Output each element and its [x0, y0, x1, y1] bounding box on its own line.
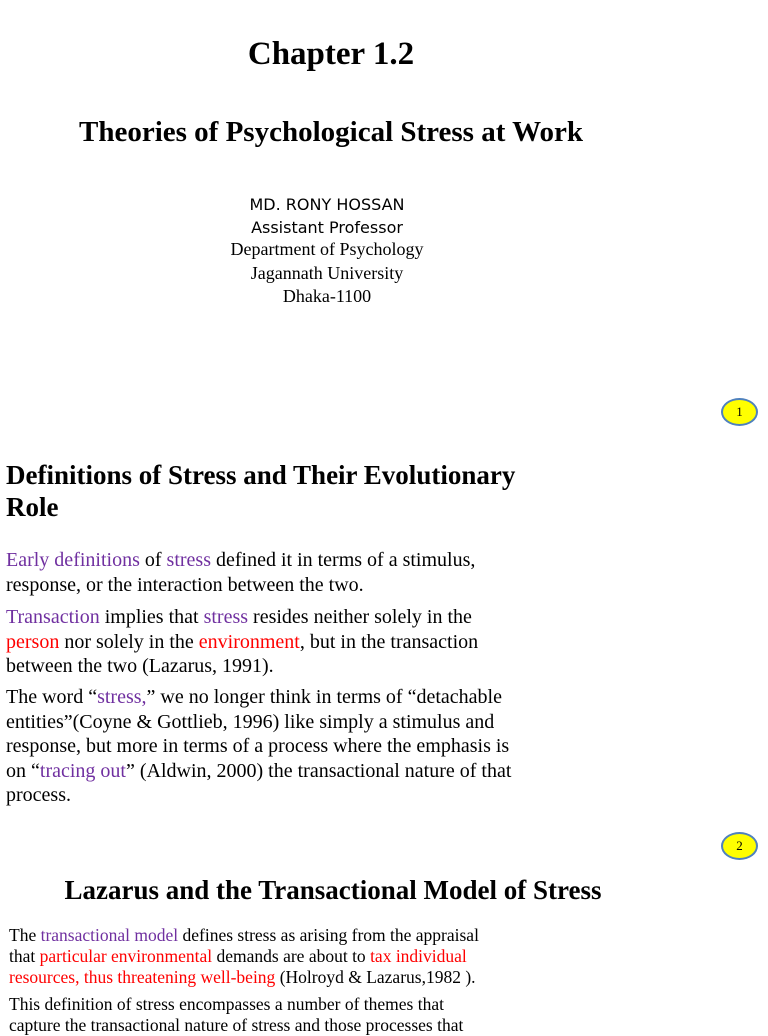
text-run: (Holroyd & Lazarus,1982 ). [275, 967, 476, 987]
keyword: stress, [97, 686, 147, 708]
keyword: tax individual [370, 946, 467, 966]
text-run: entities”(Coyne & Gottlieb, 1996) like simply a stimulus and [6, 710, 495, 733]
text-run: implies that [99, 606, 204, 628]
slide3-paragraph-2 [9, 994, 539, 1036]
slide3-paragraph-1 [9, 925, 539, 988]
keyword: stress [203, 606, 249, 628]
text-run: The word “ [6, 686, 98, 708]
slide2-title-line1: Definitions of Stress and Their Evolutionary [6, 460, 516, 490]
text-run: capture the transactional nature of stress and those processes that [9, 1015, 464, 1035]
text-run: ” (Aldwin, 2000) the transactional nature of that [125, 759, 512, 782]
slide2-paragraph-2 [6, 605, 581, 679]
author-title: Assistant Professor [251, 218, 403, 237]
slide2-paragraph-1 [6, 548, 581, 597]
keyword: transactional model [40, 925, 179, 945]
chapter-title: Chapter 1.2 [247, 36, 415, 72]
city: Dhaka-1100 [282, 286, 372, 306]
text-run: demands are about to [212, 946, 371, 966]
text-run: of [139, 549, 167, 571]
text-run: between the two (Lazarus, 1991). [6, 655, 274, 677]
keyword: resources, thus threatening well-being [9, 967, 276, 987]
text-run: This definition of stress encompasses a number of themes that [9, 994, 444, 1014]
text-run: defined it in terms of a stimulus, [210, 549, 476, 571]
author-block [0, 193, 654, 239]
keyword: stress [166, 549, 211, 571]
slide-number-badge: 2 [721, 832, 758, 860]
slide3-title: Lazarus and the Transactional Model of Stress [64, 875, 602, 905]
text-run: , but in the transaction [299, 630, 479, 653]
text-run: that [9, 946, 40, 966]
text-run: on “ [6, 759, 40, 782]
keyword: particular environmental [39, 946, 213, 966]
text-run: response, or the interaction between the two. [6, 573, 364, 596]
author-name: MD. RONY HOSSAN [249, 195, 405, 214]
text-run: ” we no longer think in terms of “detachable [146, 686, 502, 708]
text-run: nor solely in the [59, 630, 199, 653]
keyword: Early definitions [6, 549, 140, 571]
slide2-title-line2: Role [6, 492, 59, 522]
department: Department of Psychology [230, 239, 424, 259]
text-run: response, but more in terms of a process where the emphasis is [6, 735, 510, 757]
text-run: defines stress as arising from the appraisal [178, 925, 479, 945]
slide-number-badge: 1 [721, 398, 758, 426]
keyword: environment [198, 630, 300, 653]
text-run: resides neither solely in the [248, 606, 472, 628]
keyword: person [6, 630, 60, 653]
keyword: Transaction [6, 606, 100, 628]
slide2-title [6, 459, 586, 523]
keyword: tracing out [39, 759, 126, 782]
slide2-paragraph-3 [6, 685, 581, 808]
university: Jagannath University [250, 263, 404, 283]
text-run: The [9, 925, 41, 945]
text-run: process. [6, 784, 71, 806]
slide1-subtitle: Theories of Psychological Stress at Work [79, 116, 583, 148]
